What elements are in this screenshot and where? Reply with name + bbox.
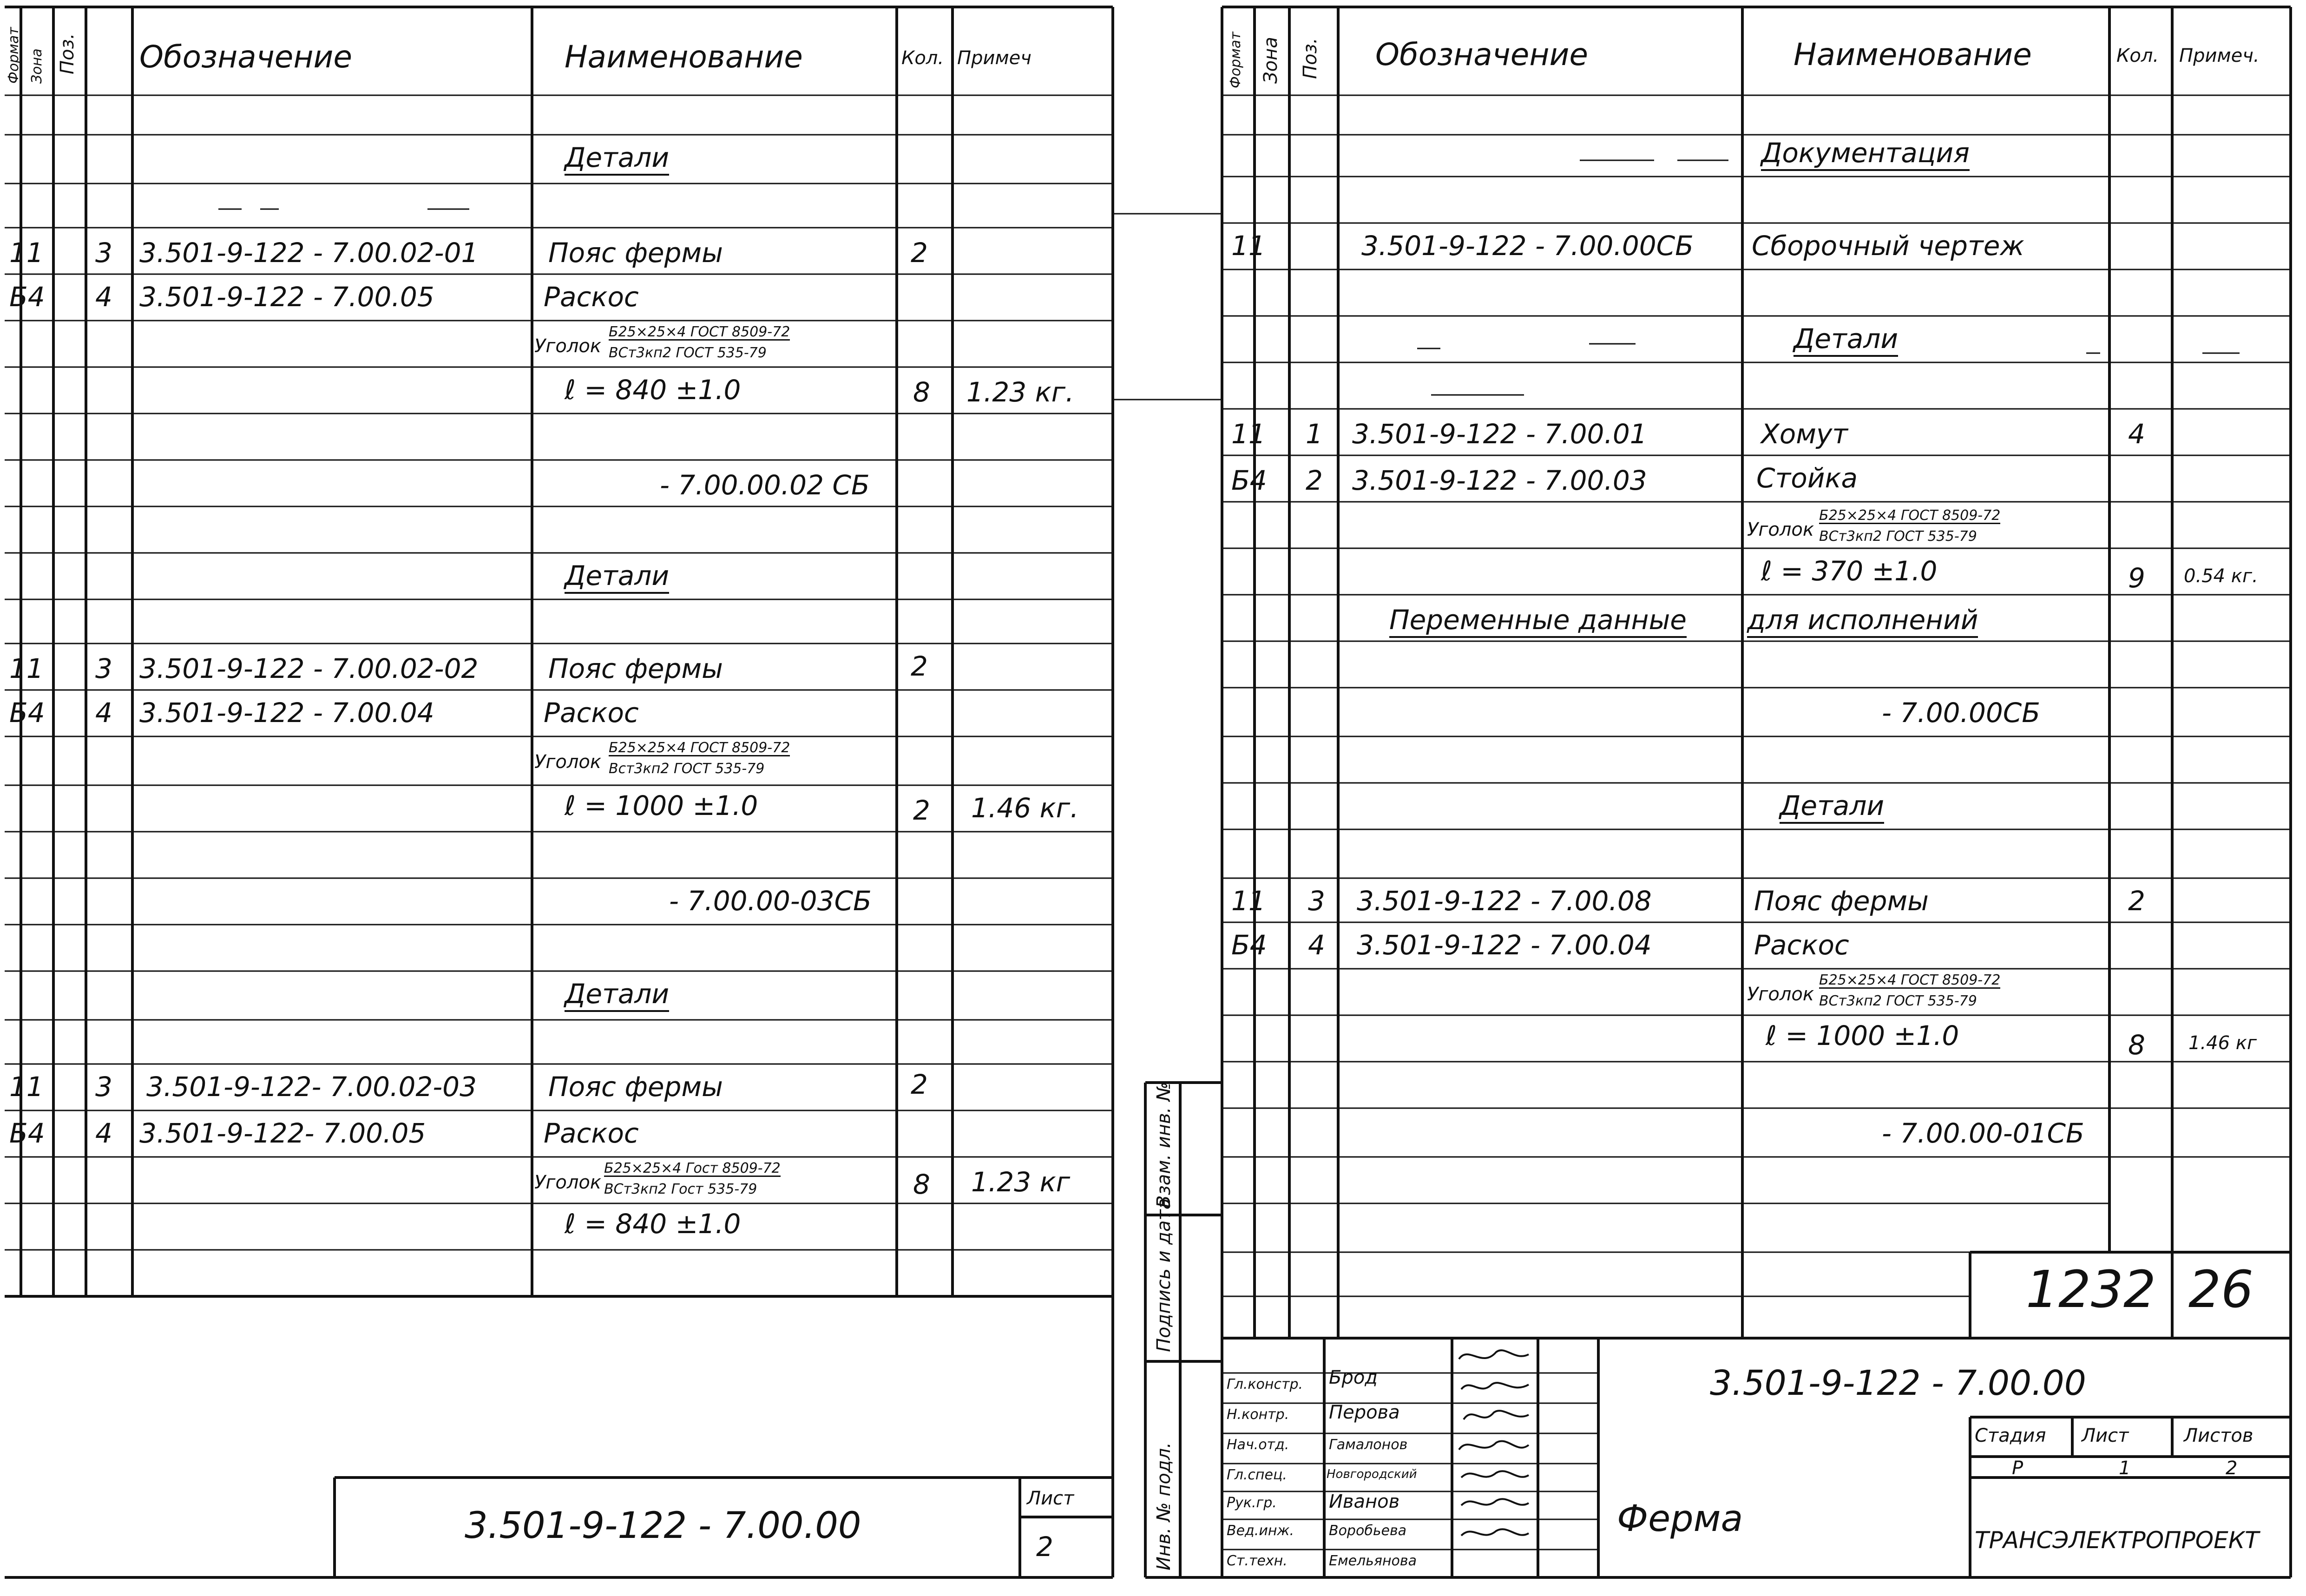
stamp-person: Брод [1329,1367,1378,1388]
stamp-role: Рук.гр. [1227,1495,1277,1511]
row-format: 11 [9,1071,44,1103]
header-designation: Обозначение [139,39,352,75]
row-name-prefix: Уголок [534,1172,602,1193]
section-title: Детали [565,562,669,594]
row-name: Раскос [1754,929,1849,961]
stamp-code: 3.501-9-122 - 7.00.00 [465,1505,861,1547]
stamp-role: Ст.техн. [1227,1553,1288,1569]
stamp-person: Новгородский [1327,1467,1417,1481]
row-name: Сборочный чертеж [1752,230,2024,262]
row-name: ℓ = 370 ±1.0 [1761,555,1938,587]
row-pos: 3 [95,653,112,684]
row-format: 11 [9,653,44,684]
stamp-person: Воробьева [1329,1523,1407,1539]
fraction-bottom: ВСт3кп2 ГОСТ 535-79 [609,345,767,361]
fraction-bottom: ВСт3кп2 ГОСТ 535-79 [1819,993,1977,1009]
row-note: 1.23 кг. [966,376,1074,408]
row-name: Пояс фермы [1754,885,1929,917]
row-designation: - 7.00.00.02 СБ [660,469,870,501]
fraction-top: Б25×25×4 ГОСТ 8509-72 [1819,507,2001,524]
header-zone: Зона [1260,37,1281,84]
row-designation: 3.501-9-122- 7.00.05 [139,1117,426,1149]
stamp-sheets-label: Листов [2184,1425,2253,1446]
row-designation: 3.501-9-122 - 7.00.02-02 [139,653,479,684]
row-format: 11 [1231,418,1266,450]
row-note: 1.46 кг [2188,1032,2257,1054]
row-designation: 3.501-9-122 - 7.00.00СБ [1361,230,1694,262]
row-name: Пояс фермы [548,1071,723,1103]
header-name: Наименование [1794,37,2032,72]
row-qty: 8 [913,1169,930,1200]
header-pos: Поз. [1300,38,1321,79]
row-name: Раскос [544,697,639,729]
section-title: Детали [1794,325,1898,357]
row-qty: 2 [2128,885,2145,917]
row-note: 1.23 кг [971,1166,1071,1198]
row-name: ℓ = 1000 ±1.0 [565,790,758,821]
stamp-code: 3.501-9-122 - 7.00.00 [1710,1363,2086,1403]
header-pos: Поз. [57,33,78,74]
stamp-title: Ферма [1617,1498,1743,1540]
row-qty: 4 [2128,418,2145,450]
header-designation: Обозначение [1375,37,1588,72]
row-qty: 2 [911,650,928,682]
stamp-stage: Р [2012,1458,2023,1479]
row-name: ℓ = 1000 ±1.0 [1766,1020,1959,1051]
stamp-doc-number: 1232 [2026,1260,2156,1319]
header-name: Наименование [565,39,803,75]
row-name: Хомут [1761,418,1848,450]
row-format: Б4 [1231,465,1267,496]
row-name-prefix: Уголок [1747,984,1814,1005]
stamp-role: Н.контр. [1227,1406,1289,1423]
row-designation: - 7.00.00-03СБ [669,885,872,917]
row-designation: 3.501-9-122 - 7.00.08 [1357,885,1652,917]
row-qty: 8 [913,376,930,408]
row-name-prefix: Уголок [534,335,602,357]
row-name: Раскос [544,281,639,313]
stamp-person: Иванов [1329,1491,1400,1512]
row-name-prefix: Уголок [1747,519,1814,540]
header-zone: Зона [29,48,45,84]
row-designation: - 7.00.00СБ [1882,697,2041,729]
row-designation: 3.501-9-122 - 7.00.04 [139,697,434,729]
side-label-inv: Инв. № подл. [1153,1442,1175,1570]
stamp-role: Гл.констр. [1227,1376,1303,1392]
stamp-sheet: 1 [2119,1458,2131,1479]
stamp-sheet-number: 2 [1036,1531,1053,1563]
row-pos: 3 [95,237,112,269]
row-designation: 3.501-9-122 - 7.00.03 [1352,465,1647,496]
row-format: 11 [1231,885,1266,917]
stamp-role: Гл.спец. [1227,1467,1287,1483]
header-note: Примеч. [2179,45,2260,66]
row-qty: 8 [2128,1029,2145,1061]
row-name: Раскос [544,1117,639,1149]
section-title: Детали [1780,792,1884,824]
header-qty: Кол. [2116,45,2159,66]
row-note: 0.54 кг. [2184,565,2258,587]
fraction-bottom: ВСт3кп2 ГОСТ 535-79 [1819,528,1977,545]
stamp-person: Емельянова [1329,1553,1417,1569]
fraction-top: Б25×25×4 Гост 8509-72 [604,1160,781,1176]
section-title: Детали [565,980,669,1012]
section-title: Документация [1761,139,1970,171]
fraction-top: Б25×25×4 ГОСТ 8509-72 [609,324,790,340]
header-format: Формат [1228,32,1244,88]
row-format: Б4 [9,697,45,729]
row-format: Б4 [9,1117,45,1149]
row-designation: 3.501-9-122 - 7.00.02-01 [139,237,479,269]
row-designation: 3.501-9-122 - 7.00.05 [139,281,434,313]
row-designation: - 7.00.00-01СБ [1882,1117,2084,1149]
header-note: Примеч [957,47,1031,69]
row-pos: 4 [1308,929,1325,961]
row-pos: 2 [1306,465,1323,496]
stamp-role: Нач.отд. [1227,1437,1289,1453]
row-qty: 2 [913,795,930,826]
row-format: 11 [1231,230,1266,262]
stamp-person: Перова [1329,1402,1400,1423]
header-format: Формат [6,27,22,84]
stamp-sheets: 2 [2226,1458,2238,1479]
header-qty: Кол. [901,47,944,69]
row-format: Б4 [9,281,45,313]
stamp-stage-label: Стадия [1975,1425,2046,1446]
variable-data-label: Переменные данные [1389,606,1687,638]
signature-scribbles [1454,1340,1536,1575]
row-designation: 3.501-9-122 - 7.00.01 [1352,418,1647,450]
fraction-bottom: Вст3кп2 ГОСТ 535-79 [609,761,765,777]
row-name: Пояс фермы [548,237,723,269]
row-name: ℓ = 840 ±1.0 [565,374,741,406]
row-format: Б4 [1231,929,1267,961]
stamp-person: Гамалонов [1329,1437,1408,1453]
row-qty: 2 [911,1069,928,1100]
row-pos: 4 [95,281,112,313]
row-pos: 1 [1306,418,1323,450]
row-name: Стойка [1756,462,1858,494]
stamp-sheet-label: Лист [2082,1425,2129,1446]
stamp-organization: ТРАНСЭЛЕКТРОПРОЕКТ [1975,1527,2259,1554]
row-designation: 3.501-9-122- 7.00.02-03 [146,1071,477,1103]
row-qty: 2 [911,237,928,269]
fraction-bottom: ВСт3кп2 Гост 535-79 [604,1181,757,1197]
fraction-top: Б25×25×4 ГОСТ 8509-72 [1819,972,2001,988]
row-format: 11 [9,237,44,269]
fraction-top: Б25×25×4 ГОСТ 8509-72 [609,740,790,756]
variable-data-label-cont: для исполнений [1747,606,1978,638]
row-designation: 3.501-9-122 - 7.00.04 [1357,929,1652,961]
side-label-signature: Подпись и дата [1153,1198,1175,1352]
row-pos: 4 [95,1117,112,1149]
row-name-prefix: Уголок [534,751,602,773]
stamp-doc-suffix: 26 [2188,1260,2253,1319]
row-pos: 4 [95,697,112,729]
row-note: 1.46 кг. [971,792,1079,824]
row-pos: 3 [1308,885,1325,917]
stamp-role: Вед.инж. [1227,1523,1294,1539]
row-name: ℓ = 840 ±1.0 [565,1208,741,1240]
row-qty: 9 [2128,562,2145,594]
section-title: Детали [565,144,669,176]
stamp-sheet-label: Лист [1027,1488,1074,1509]
side-label-replace: Взам. инв. № [1153,1082,1175,1208]
row-pos: 3 [95,1071,112,1103]
row-name: Пояс фермы [548,653,723,684]
